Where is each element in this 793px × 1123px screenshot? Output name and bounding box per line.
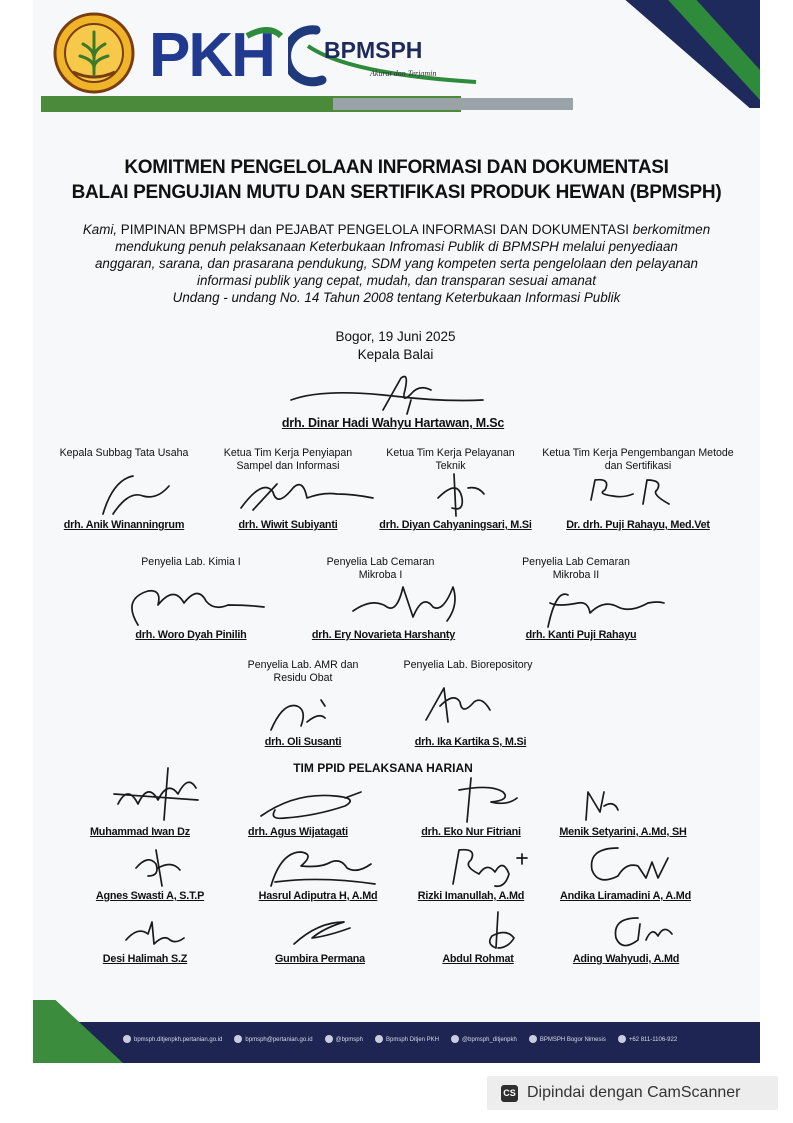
ppid-name-1: Muhammad Iwan Dz: [90, 826, 190, 838]
twitter-icon: [325, 1035, 333, 1043]
intro-line-2: mendukung penuh pelaksanaan Keterbukaan Infromasi Publik di BPMSPH melalui penyediaan: [115, 239, 678, 254]
ppid-name-4: Menik Setyarini, A.Md, SH: [559, 826, 687, 838]
head-name: drh. Dinar Hadi Wahyu Hartawan, M.Sc: [281, 416, 505, 430]
ppid-name-10: Gumbira Permana: [274, 953, 365, 965]
camscanner-text: Dipindai dengan CamScanner: [527, 1084, 741, 1101]
ppid-name-7: Rizki Imanullah, A.Md: [417, 890, 525, 902]
intro-line-5: Undang - undang No. 14 Tahun 2008 tentang Keterbukaan Informasi Publik: [172, 290, 621, 305]
row2-name-3: drh. Kanti Puji Rahayu: [525, 629, 637, 641]
intro-line1-end: berkomitmen: [632, 222, 711, 237]
row1-role-2: Ketua Tim Kerja Penyiapan Sampel dan Informasi: [223, 447, 353, 472]
intro-org: PIMPINAN BPMSPH dan PEJABAT PENGELOLA INFORMASI DAN DOKUMENTASI: [120, 222, 630, 237]
row1-signature-4: [583, 474, 683, 510]
row1-name-2: drh. Wiwit Subiyanti: [238, 519, 338, 531]
ppid-signature-2: [255, 786, 365, 822]
ppid-signature-12: [608, 910, 678, 954]
intro-line-1: [43, 221, 750, 238]
footer-contacts: [123, 1035, 760, 1051]
bpmsph-logo-text: BPMSPH: [324, 37, 423, 63]
row1-signature-1: [73, 470, 173, 520]
head-title: Kepala Balai: [357, 347, 434, 362]
row3-role-2: Penyelia Lab. Biorepository: [403, 659, 533, 671]
pkh-logo-text: PKH: [149, 21, 274, 88]
row2-signature-2: [343, 577, 473, 625]
ppid-signature-11: [478, 908, 528, 954]
footer-item-website: bpmsph.ditjenpkh.pertanian.go.id: [123, 1035, 222, 1051]
row3-name-2: drh. Ika Kartika S, M.Si: [414, 736, 527, 748]
footer-item-phone: +62 811-1106-922: [618, 1035, 677, 1051]
ppid-name-11: Abdul Rohmat: [442, 953, 514, 965]
ppid-signature-10: [288, 914, 358, 950]
footer-item-instagram: @bpmsph_ditjenpkh: [451, 1035, 517, 1051]
ppid-signature-6: [261, 842, 381, 890]
row2-signature-3: [538, 583, 668, 631]
ppid-name-3: drh. Eko Nur Fitriani: [421, 826, 521, 838]
row1-role-1: Kepala Subbag Tata Usaha: [59, 447, 189, 459]
globe-icon: [123, 1035, 131, 1043]
head-signature: [283, 370, 503, 418]
row1-signature-3: [428, 468, 498, 520]
row1-name-3: drh. Diyan Cahyaningsari, M.Si: [379, 519, 532, 531]
row3-role-1: Penyelia Lab. AMR dan Residu Obat: [247, 659, 359, 684]
ppid-name-8: Andika Liramadini A, A.Md: [560, 890, 691, 902]
camscanner-icon: CS: [501, 1085, 518, 1102]
intro-kami: Kami,: [82, 222, 118, 237]
row2-name-1: drh. Woro Dyah Pinilih: [135, 629, 247, 641]
ppid-signature-1: [108, 764, 208, 824]
footer-item-youtube: BPMSPH Bogor Nimesis: [529, 1035, 606, 1051]
ppid-name-12: Ading Wahyudi, A.Md: [572, 953, 680, 965]
footer-item-facebook: Bpmsph Ditjen PKH: [375, 1035, 439, 1051]
row1-name-4: Dr. drh. Puji Rahayu, Med.Vet: [566, 519, 710, 531]
bpmsph-tagline: Akurat dan Terjamin: [370, 69, 437, 78]
row1-role-4: Ketua Tim Kerja Pengembangan Metode dan Sertifikasi: [542, 447, 734, 472]
header-grey-stripe: [333, 98, 573, 110]
ppid-signature-9: [118, 916, 188, 952]
phone-icon: [618, 1035, 626, 1043]
row2-name-2: drh. Ery Novarieta Harshanty: [311, 629, 456, 641]
ppid-signature-4: [578, 786, 628, 826]
facebook-icon: [375, 1035, 383, 1043]
mail-icon: [234, 1035, 242, 1043]
intro-paragraph: [43, 221, 750, 306]
ppid-signature-3: [451, 774, 521, 826]
row3-signature-2: [418, 682, 498, 730]
document-page: [33, 0, 760, 1063]
row1-signature-2: [233, 474, 383, 518]
ppid-signature-5: [128, 846, 188, 890]
row2-role-1: Penyelia Lab. Kimia I: [141, 556, 241, 568]
footer-item-email: bpmsph@pertanian.go.id: [234, 1035, 312, 1051]
intro-line-3: anggaran, sarana, dan prasarana pendukung, SDM yang kompeten sertа pengelolaan den pelayanan: [94, 256, 699, 271]
row3-name-1: drh. Oli Susanti: [264, 736, 342, 748]
place-date: Bogor, 19 Juni 2025: [335, 329, 456, 344]
ppid-name-9: Desi Halimah S.Z: [102, 953, 188, 965]
camscanner-badge: [487, 1076, 778, 1110]
row1-role-3: Ketua Tim Kerja Pelayanan Teknik: [386, 447, 515, 472]
title-line-2: BALAI PENGUJIAN MUTU DAN SERTIFIKASI PRODUK HEWAN (BPMSPH): [71, 182, 722, 203]
intro-line-4: informasi publik yang cepat, mudah, dan transparan sesuai amanat: [197, 273, 596, 288]
youtube-icon: [529, 1035, 537, 1043]
pkh-logo: [149, 18, 299, 88]
footer-item-twitter: @bpmsph: [325, 1035, 363, 1051]
ministry-seal-logo: [53, 12, 135, 94]
row2-role-2: Penyelia Lab Cemaran Mikroba I: [326, 556, 435, 581]
ppid-name-5: Agnes Swasti A, S.T.P: [95, 890, 205, 902]
title-line-1: KOMITMEN PENGELOLAAN INFORMASI DAN DOKUMENTASI: [124, 157, 669, 178]
instagram-icon: [451, 1035, 459, 1043]
row2-signature-1: [118, 575, 268, 631]
ppid-signature-7: [443, 844, 533, 890]
ppid-title: TIM PPID PELAKSANA HARIAN: [293, 761, 473, 775]
row1-name-1: drh. Anik Winanningrum: [63, 519, 185, 531]
row2-role-3: Penyelia Lab Cemaran Mikroba II: [522, 556, 630, 581]
bpmsph-logo: [288, 24, 488, 88]
row3-signature-1: [263, 692, 343, 736]
ppid-name-6: Hasrul Adiputra H, A.Md: [258, 890, 378, 902]
ppid-name-2: drh. Agus Wijatagati: [248, 826, 348, 838]
ppid-signature-8: [578, 842, 678, 892]
